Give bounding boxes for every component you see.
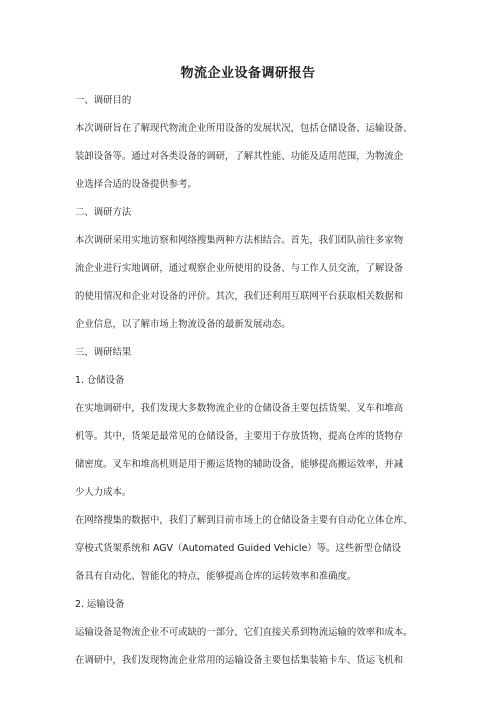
document-title: 物流企业设备调研报告 (180, 66, 316, 81)
paragraph-line: 穿梭式货架系统和 AGV（Automated Guided Vehicle）等。这些新型仓储设 (75, 543, 402, 554)
paragraph-line: 备具有自动化、智能化的特点，能够提高仓库的运转效率和准确度。 (75, 571, 357, 582)
paragraph-line: 运输设备是物流企业不可或缺的一部分，它们直接关系到物流运输的效率和成本。 (75, 627, 413, 638)
subsection-heading-transport: 2. 运输设备 (75, 599, 125, 610)
paragraph-line: 少人力成本。 (75, 487, 132, 498)
paragraph-line: 流企业进行实地调研，通过观察企业所使用的设备、与工作人员交流，了解设备 (75, 263, 404, 274)
section-heading-results: 三、调研结果 (75, 347, 132, 358)
paragraph-line: 在实地调研中，我们发现大多数物流企业的仓储设备主要包括货架、叉车和堆高 (75, 403, 404, 414)
paragraph-line: 本次调研采用实地访察和网络搜集两种方法相结合。首先，我们团队前往多家物 (75, 235, 404, 246)
paragraph-line: 业选择合适的设备提供参考。 (75, 179, 197, 190)
paragraph-line: 企业信息，以了解市场上物流设备的最新发展动态。 (75, 319, 291, 330)
subsection-heading-storage: 1. 仓储设备 (75, 375, 125, 386)
paragraph-line: 机等。其中，货架是最常见的仓储设备，主要用于存放货物，提高仓库的货物存 (75, 431, 404, 442)
paragraph-line: 装卸设备等。通过对各类设备的调研，了解其性能、功能及适用范围，为物流企 (75, 151, 404, 162)
paragraph-line: 本次调研旨在了解现代物流企业所用设备的发展状况，包括仓储设备、运输设备、 (75, 123, 413, 134)
section-heading-method: 二、调研方法 (75, 207, 132, 218)
section-heading-purpose: 一、调研目的 (75, 95, 132, 106)
paragraph-line: 的使用情况和企业对设备的评价。其次，我们还利用互联网平台获取相关数据和 (75, 291, 404, 302)
paragraph-line: 储密度。叉车和堆高机则是用于搬运货物的辅助设备，能够提高搬运效率，并减 (75, 459, 404, 470)
paragraph-line: 在调研中，我们发现物流企业常用的运输设备主要包括集装箱卡车、货运飞机和 (75, 655, 404, 666)
paragraph-line: 在网络搜集的数据中，我们了解到目前市场上的仓储设备主要有自动化立体仓库、 (75, 515, 413, 526)
